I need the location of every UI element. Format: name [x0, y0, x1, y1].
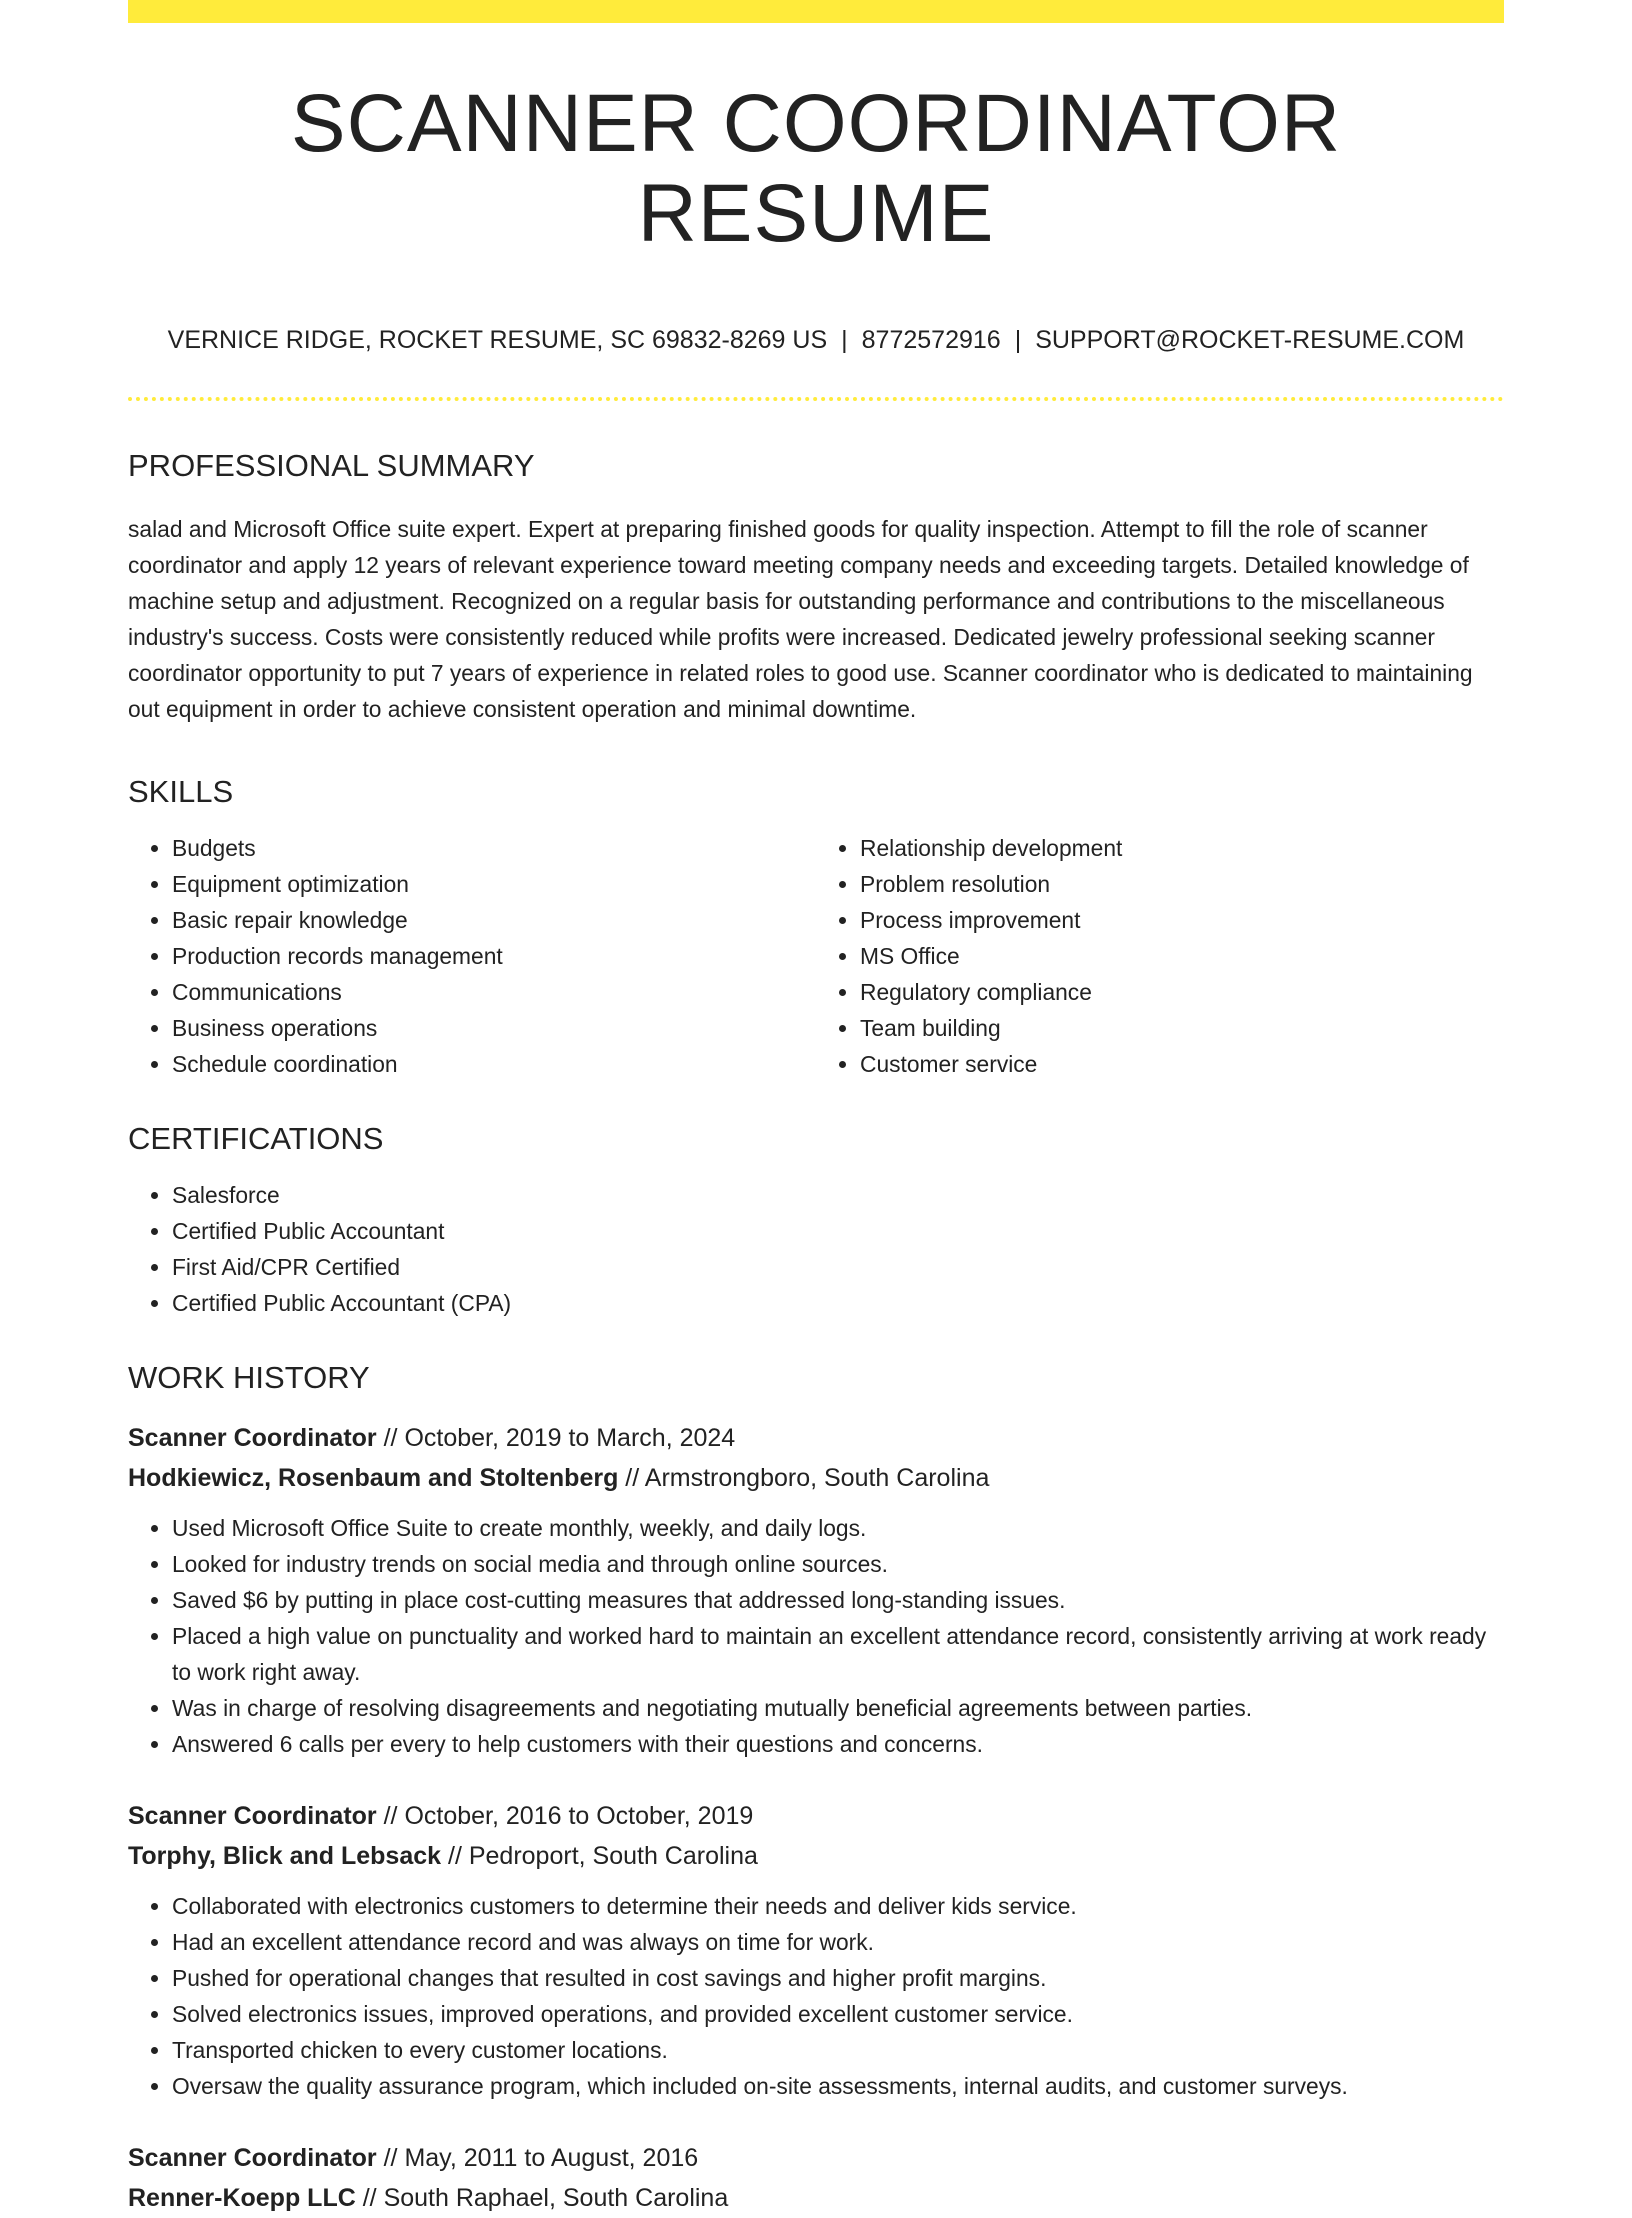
- summary-heading: PROFESSIONAL SUMMARY: [128, 448, 535, 484]
- job-entry: [128, 1418, 1504, 1762]
- contact-phone: 8772572916: [861, 326, 1001, 355]
- certification-item: • Certified Public Accountant: [172, 1213, 1504, 1249]
- job-bullet: • Used Microsoft Office Suite to create monthly, weekly, and daily logs.: [172, 1510, 1504, 1546]
- job-title-line: [128, 2138, 1504, 2178]
- job-entry: [128, 1796, 1504, 2104]
- job-dates: // October, 2016 to October, 2019: [376, 1802, 754, 1831]
- skill-item: • Production records management: [172, 938, 816, 974]
- skill-item: • MS Office: [860, 938, 1504, 974]
- job-entry: [128, 2138, 1504, 2218]
- job-bullet: • Saved $6 by putting in place cost-cutting measures that addressed long-standing issues.: [172, 1582, 1504, 1618]
- job-bullets: [128, 1888, 1504, 2104]
- skill-item: • Schedule coordination: [172, 1046, 816, 1082]
- summary-text: salad and Microsoft Office suite expert. Expert at preparing finished goods for quality inspection. Attempt to fill the role of scanner coordinator and apply 12 years of relevant experience toward meeting company needs and exceeding targets. Detailed knowledge of machine setup and adjustment. Recognized on a regular basis for outstanding performance and contributions to the miscellaneous industry's success. Costs were consistently reduced while profits were increased. Dedicated jewelry professional seeking scanner coordinator opportunity to put 7 years of experience in related roles to good use. Scanner coordinator who is dedicated to maintaining out equipment in order to achieve consistent operation and minimal downtime.: [128, 515, 1473, 722]
- job-bullet: • Placed a high value on punctuality and worked hard to maintain an excellent attendance record, consistently arriving at work ready to work right away.: [172, 1618, 1504, 1690]
- job-location: // South Raphael, South Carolina: [355, 2184, 729, 2213]
- job-location: // Pedroport, South Carolina: [441, 1842, 758, 1871]
- job-location: // Armstrongboro, South Carolina: [618, 1464, 990, 1493]
- job-bullet: • Transported chicken to every customer locations.: [172, 2032, 1504, 2068]
- job-title: Scanner Coordinator: [128, 1424, 377, 1453]
- skill-item: • Budgets: [172, 830, 816, 866]
- contact-separator: |: [1014, 326, 1022, 355]
- skills-heading: SKILLS: [128, 773, 234, 809]
- resume-page: [128, 0, 1504, 2218]
- job-company-line: [128, 2178, 1504, 2218]
- job-title-line: [128, 1418, 1504, 1458]
- work-history-heading: WORK HISTORY: [128, 1359, 370, 1395]
- job-title: Scanner Coordinator: [128, 1802, 377, 1831]
- resume-title: SCANNER COORDINATOR RESUME: [290, 78, 1342, 260]
- job-title-line: [128, 1796, 1504, 1836]
- skill-item: • Communications: [172, 974, 816, 1010]
- job-bullet: • Was in charge of resolving disagreements and negotiating mutually beneficial agreements between parties.: [172, 1690, 1504, 1726]
- skill-item: • Equipment optimization: [172, 866, 816, 902]
- skill-item: • Regulatory compliance: [860, 974, 1504, 1010]
- certifications-list: [128, 1177, 1504, 1321]
- skill-item: • Customer service: [860, 1046, 1504, 1082]
- skill-item: • Process improvement: [860, 902, 1504, 938]
- dotted-divider: [128, 397, 1504, 401]
- skills-columns: [128, 830, 1504, 1082]
- skill-item: • Team building: [860, 1010, 1504, 1046]
- contact-line: [128, 325, 1504, 355]
- certification-item: • Salesforce: [172, 1177, 1504, 1213]
- job-bullet: • Collaborated with electronics customers to determine their needs and deliver kids service.: [172, 1888, 1504, 1924]
- skill-item: • Problem resolution: [860, 866, 1504, 902]
- skill-item: • Business operations: [172, 1010, 816, 1046]
- job-bullets: [128, 1510, 1504, 1762]
- job-title: Scanner Coordinator: [128, 2144, 377, 2173]
- job-bullet: • Looked for industry trends on social media and through online sources.: [172, 1546, 1504, 1582]
- job-company: Hodkiewicz, Rosenbaum and Stoltenberg: [128, 1464, 619, 1493]
- job-company: Renner-Koepp LLC: [128, 2184, 356, 2213]
- job-bullet: • Had an excellent attendance record and was always on time for work.: [172, 1924, 1504, 1960]
- job-company-line: [128, 1458, 1504, 1498]
- contact-separator: |: [841, 326, 848, 355]
- job-bullet: • Solved electronics issues, improved operations, and provided excellent customer service.: [172, 1996, 1504, 2032]
- job-dates: // October, 2019 to March, 2024: [376, 1424, 736, 1453]
- job-bullet: • Pushed for operational changes that resulted in cost savings and higher profit margins.: [172, 1960, 1504, 1996]
- job-bullet: • Oversaw the quality assurance program, which included on-site assessments, internal audits, and customer surveys.: [172, 2068, 1504, 2104]
- certification-item: • First Aid/CPR Certified: [172, 1249, 1504, 1285]
- job-dates: // May, 2011 to August, 2016: [376, 2144, 699, 2173]
- accent-bar: [128, 0, 1504, 23]
- skills-list-right: [816, 830, 1504, 1082]
- skill-item: • Basic repair knowledge: [172, 902, 816, 938]
- job-company: Torphy, Blick and Lebsack: [128, 1842, 442, 1871]
- certifications-heading: CERTIFICATIONS: [128, 1120, 384, 1156]
- job-company-line: [128, 1836, 1504, 1876]
- skills-list-left: [128, 830, 816, 1082]
- skill-item: • Relationship development: [860, 830, 1504, 866]
- certification-item: • Certified Public Accountant (CPA): [172, 1285, 1504, 1321]
- contact-email: SUPPORT@ROCKET-RESUME.COM: [1035, 326, 1465, 355]
- job-bullet: • Answered 6 calls per every to help customers with their questions and concerns.: [172, 1726, 1504, 1762]
- contact-address: VERNICE RIDGE, ROCKET RESUME, SC 69832-8269 US: [167, 326, 828, 355]
